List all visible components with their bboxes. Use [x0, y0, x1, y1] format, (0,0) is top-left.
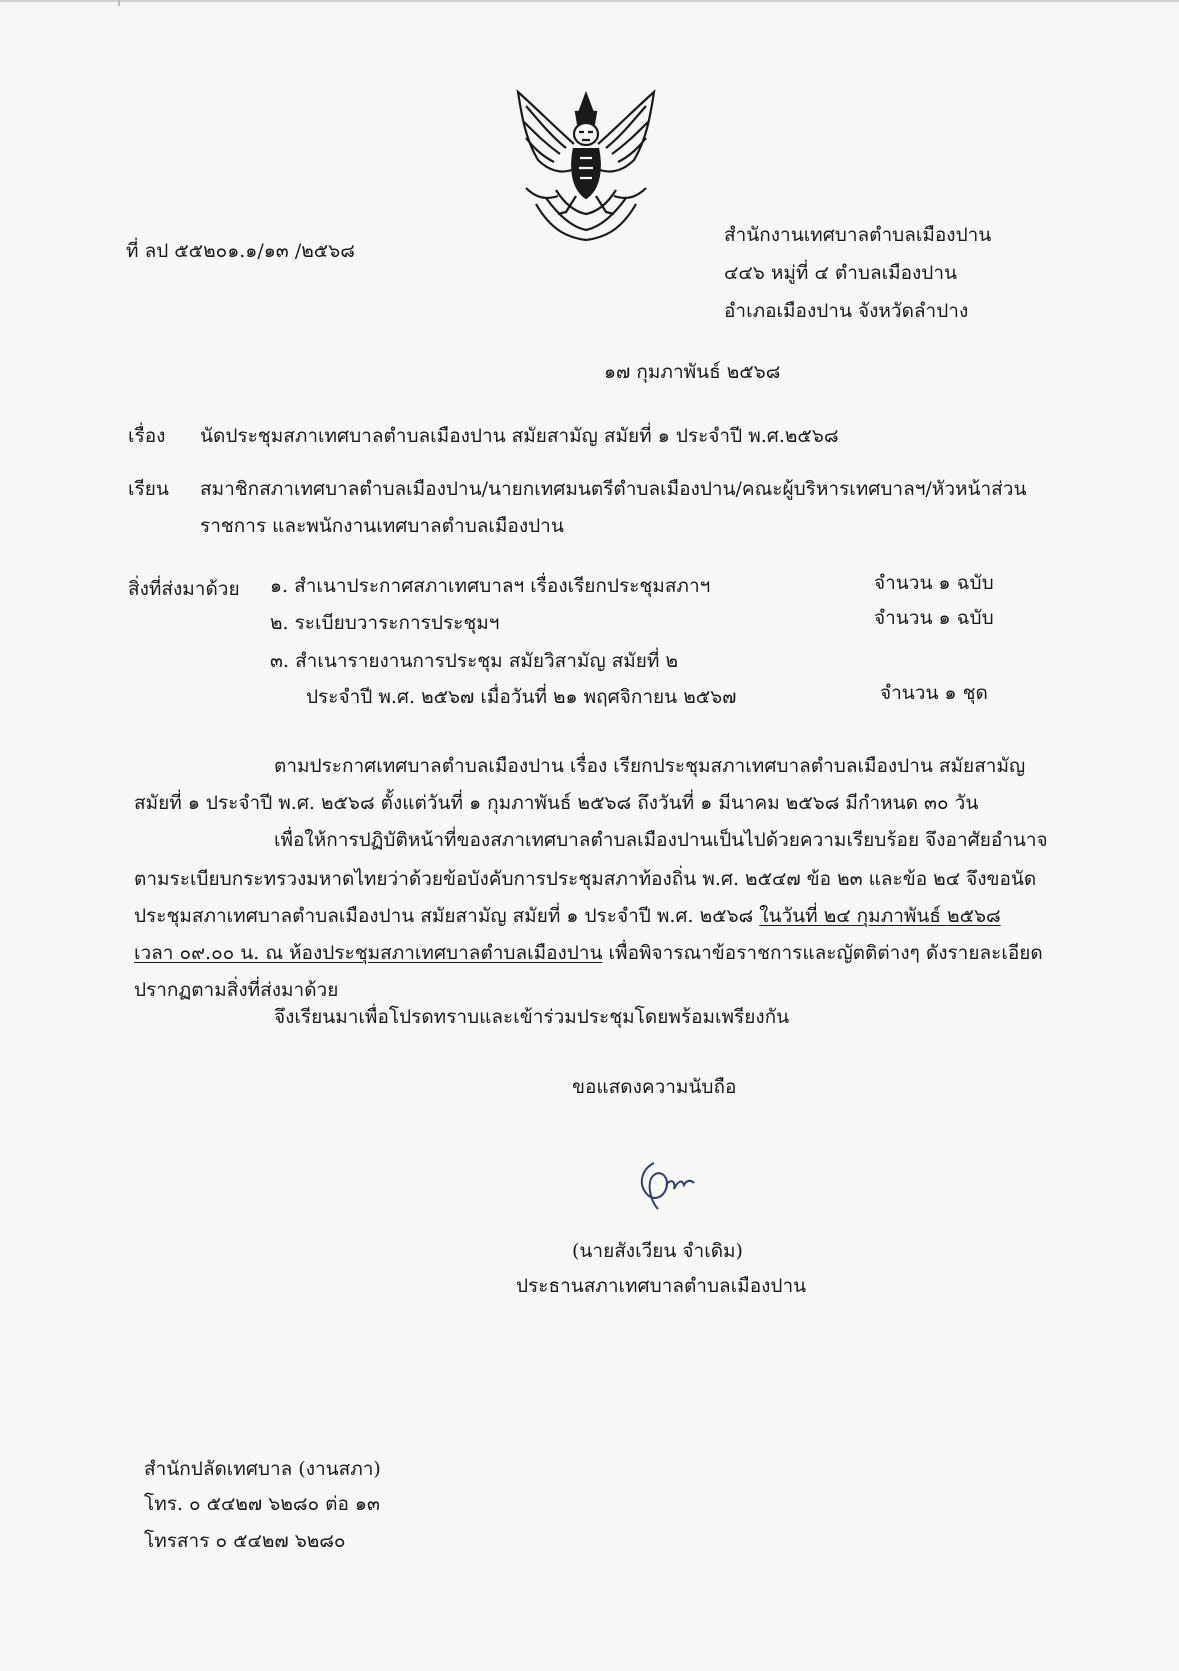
footer-fax: โทรสาร ๐ ๕๔๒๗ ๖๒๘๐ [144, 1530, 346, 1552]
recipient-label: เรียน [128, 478, 169, 500]
body-p2-line-5: ปรากฏตามสิ่งที่ส่งมาด้วย [134, 979, 339, 1001]
handwritten-signature-icon [632, 1155, 702, 1215]
sender-office: สำนักงานเทศบาลตำบลเมืองปาน [724, 224, 992, 246]
body-p2-line-4-text: เพื่อพิจารณาข้อราชการและญัตติต่างๆ ดังรายละเอียด [602, 942, 1043, 964]
letter-date: ๑๗ กุมภาพันธ์ ๒๕๖๘ [604, 361, 781, 383]
footer-office: สำนักปลัดเทศบาล (งานสภา) [144, 1458, 381, 1480]
recipient-line-2: ราชการ และพนักงานเทศบาลตำบลเมืองปาน [200, 515, 564, 537]
meeting-date-highlight: ในวันที่ ๒๔ กุมภาพันธ์ ๒๕๖๘ [759, 905, 1001, 927]
garuda-emblem-icon [496, 88, 676, 243]
body-p1-line-2: สมัยที่ ๑ ประจำปี พ.ศ. ๒๕๖๘ ตั้งแต่วันที่ ๑ กุมภาพันธ์ ๒๕๖๘ ถึงวันที่ ๑ มีนาคม ๒๕๖๘ มีกำหนด ๓๐ วัน [134, 792, 979, 814]
top-border-tick [118, 0, 120, 6]
top-border [0, 0, 1179, 2]
sender-address-line: ๔๔๖ หมู่ที่ ๔ ตำบลเมืองปาน [724, 262, 958, 284]
enclosure-qty-3: จำนวน ๑ ชุด [880, 682, 988, 704]
enclosure-qty-2: จำนวน ๑ ฉบับ [874, 607, 994, 629]
body-p2-line-2: ตามระเบียบกระทรวงมหาดไทยว่าด้วยข้อบังคับการประชุมสภาท้องถิ่น พ.ศ. ๒๕๔๗ ข้อ ๒๓ และข้อ ๒๔ จึงขอนัด [134, 868, 1037, 890]
body-p3: จึงเรียนมาเพื่อโปรดทราบและเข้าร่วมประชุมโดยพร้อมเพรียงกัน [274, 1006, 790, 1028]
closing-phrase: ขอแสดงความนับถือ [572, 1076, 737, 1098]
body-p1-line-1: ตามประกาศเทศบาลตำบลเมืองปาน เรื่อง เรียกประชุมสภาเทศบาลตำบลเมืองปาน สมัยสามัญ [274, 755, 1026, 777]
enclosure-item-3-cont: ประจำปี พ.ศ. ๒๕๖๗ เมื่อวันที่ ๒๑ พฤศจิกายน ๒๕๖๗ [306, 686, 737, 708]
enclosure-item-2: ๒. ระเบียบวาระการประชุมฯ [270, 612, 500, 634]
body-p2-line-3-text: ประชุมสภาเทศบาลตำบลเมืองปาน สมัยสามัญ สมัยที่ ๑ ประจำปี พ.ศ. ๒๕๖๘ [134, 905, 760, 927]
enclosure-label: สิ่งที่ส่งมาด้วย [128, 578, 240, 600]
signer-title: ประธานสภาเทศบาลตำบลเมืองปาน [516, 1275, 807, 1297]
body-p2-line-1: เพื่อให้การปฏิบัติหน้าที่ของสภาเทศบาลตำบลเมืองปานเป็นไปด้วยความเรียบร้อย จึงอาศัยอำนาจ [274, 829, 1048, 851]
enclosure-item-1: ๑. สำเนาประกาศสภาเทศบาลฯ เรื่องเรียกประชุมสภาฯ [270, 575, 711, 597]
body-p2-line-4 [134, 942, 1043, 965]
subject-label: เรื่อง [128, 425, 166, 447]
recipient-line-1: สมาชิกสภาเทศบาลตำบลเมืองปาน/นายกเทศมนตรีตำบลเมืองปาน/คณะผู้บริหารเทศบาลฯ/หัวหน้าส่วน [200, 478, 1027, 500]
body-p2-line-3 [134, 905, 1001, 928]
sender-district-line: อำเภอเมืองปาน จังหวัดลำปาง [724, 300, 969, 322]
enclosure-item-3: ๓. สำเนารายงานการประชุม สมัยวิสามัญ สมัยที่ ๒ [270, 650, 679, 672]
meeting-time-location-highlight: เวลา ๐๙.๐๐ น. ณ ห้องประชุมสภาเทศบาลตำบลเมืองปาน [134, 942, 603, 964]
subject-text: นัดประชุมสภาเทศบาลตำบลเมืองปาน สมัยสามัญ สมัยที่ ๑ ประจำปี พ.ศ.๒๕๖๘ [200, 425, 839, 447]
reference-number: ที่ ลป ๕๕๒๐๑.๑/๑๓ /๒๕๖๘ [126, 240, 355, 262]
footer-phone: โทร. ๐ ๕๔๒๗ ๖๒๘๐ ต่อ ๑๓ [144, 1493, 380, 1515]
signer-name: (นายสังเวียน จำเดิม) [572, 1240, 743, 1262]
enclosure-qty-1: จำนวน ๑ ฉบับ [874, 572, 994, 594]
